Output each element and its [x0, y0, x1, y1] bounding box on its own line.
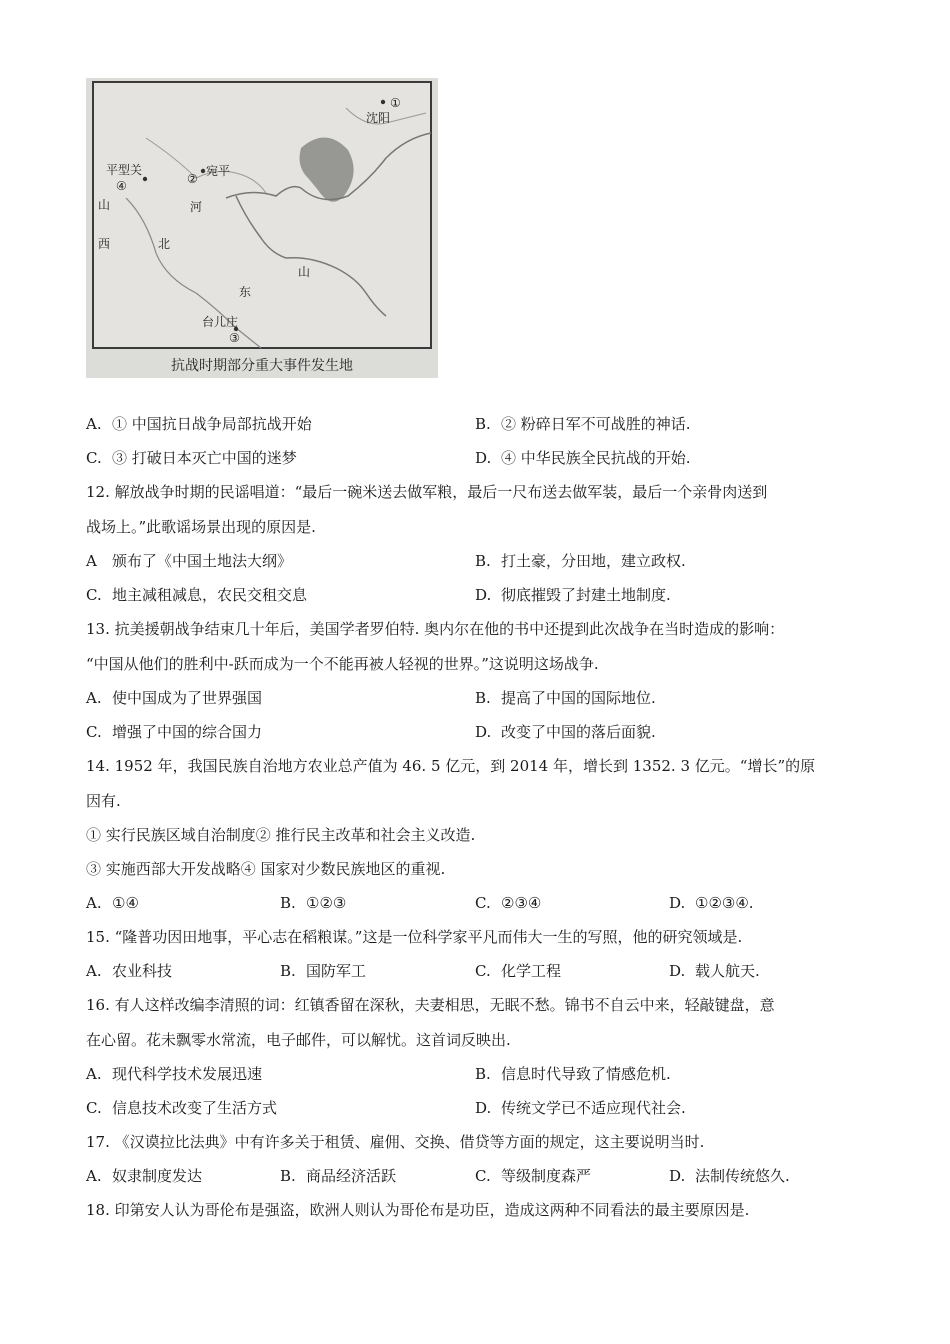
- option-letter: D.: [475, 1099, 492, 1117]
- option-text: 使中国成为了世界强国: [112, 689, 263, 707]
- option-text: 信息技术改变了生活方式: [112, 1099, 278, 1117]
- option-letter: A.: [86, 894, 102, 912]
- option-text: 载人航天.: [695, 962, 760, 980]
- q12-option-c[interactable]: [86, 585, 307, 605]
- option-text: ①④: [112, 894, 139, 912]
- q13-option-a[interactable]: [86, 688, 262, 708]
- q13-stem-line2: “中国从他们的胜利中-跃而成为一个不能再被人轻视的世界。”这说明这场战争.: [86, 655, 599, 673]
- option-letter: C.: [475, 894, 491, 912]
- q12-stem-line2: 战场上。”此歌谣场景出现的原因是.: [86, 518, 316, 536]
- q12-option-d[interactable]: [475, 585, 671, 605]
- option-letter: B.: [280, 1167, 296, 1185]
- q12-option-a[interactable]: [86, 551, 292, 571]
- option-text: 彻底摧毁了封建土地制度.: [501, 586, 671, 604]
- q14-stem-line1: 14. 1952 年，我国民族自治地方农业总产值为 46. 5 亿元，到 2014 年，增长到 1352. 3 亿元。“增长”的原: [86, 757, 816, 775]
- option-text: 颁布了《中国土地法大纲》: [112, 552, 293, 570]
- q13-option-c[interactable]: [86, 722, 262, 742]
- marker-wanping: [201, 169, 205, 173]
- q12-option-b[interactable]: [475, 551, 686, 571]
- option-text: 农业科技: [112, 962, 173, 980]
- option-letter: A: [86, 552, 97, 570]
- option-text: 商品经济活跃: [306, 1167, 397, 1185]
- q11-option-d[interactable]: [475, 448, 691, 468]
- option-letter: B.: [475, 1065, 491, 1083]
- q13-option-d[interactable]: [475, 722, 656, 742]
- option-letter: A.: [86, 415, 102, 433]
- map-label-he: 河: [190, 200, 203, 214]
- q17-option-d[interactable]: [669, 1166, 790, 1186]
- q13-option-b[interactable]: [475, 688, 656, 708]
- q16-option-a[interactable]: [86, 1064, 262, 1084]
- option-letter: C.: [86, 723, 102, 741]
- option-letter: A.: [86, 689, 102, 707]
- option-letter: A.: [86, 1065, 102, 1083]
- option-text: 改变了中国的落后面貌.: [501, 723, 656, 741]
- map-label-shenyang: 沈阳: [366, 111, 391, 125]
- map-label-dong: 东: [239, 285, 252, 299]
- option-text: ② 粉碎日军不可战胜的神话.: [501, 415, 691, 433]
- q14-option-b[interactable]: [280, 893, 346, 913]
- q16-option-c[interactable]: [86, 1098, 277, 1118]
- option-letter: C.: [475, 962, 491, 980]
- q14-stem-line4: ③ 实施西部大开发战略④ 国家对少数民族地区的重视.: [86, 860, 446, 878]
- map-drawing: [86, 78, 438, 378]
- map-label-pingxingguan: 平型关: [106, 163, 143, 177]
- q18-stem-line1: 18. 印第安人认为哥伦布是强盗，欧洲人则认为哥伦布是功臣，造成这两种不同看法的最主要原因是.: [86, 1201, 750, 1219]
- q13-stem-line1: 13. 抗美援朝战争结束几十年后，美国学者罗伯特. 奥内尔在他的书中还提到此次战争在当时造成的影响：: [86, 620, 785, 638]
- map-label-bei: 北: [158, 237, 171, 251]
- option-text: 国防军工: [306, 962, 367, 980]
- q16-stem-line1: 16. 有人这样改编李清照的词：红镇香留在深秋，夫妻相思，无眠不愁。锦书不自云中来，轻敲键盘，意: [86, 996, 775, 1014]
- q17-stem-line1: 17. 《汉谟拉比法典》中有许多关于租赁、雇佣、交换、借贷等方面的规定，这主要说明当时.: [86, 1133, 705, 1151]
- option-text: 法制传统悠久.: [695, 1167, 790, 1185]
- q14-option-d[interactable]: [669, 893, 754, 913]
- option-text: ①②③: [306, 894, 347, 912]
- option-letter: B.: [475, 415, 491, 433]
- option-letter: C.: [86, 586, 102, 604]
- map-label-xi: 西: [98, 237, 111, 251]
- q15-option-a[interactable]: [86, 961, 172, 981]
- option-letter: D.: [475, 449, 492, 467]
- option-text: 化学工程: [501, 962, 562, 980]
- q14-option-c[interactable]: [475, 893, 541, 913]
- option-letter: A.: [86, 1167, 102, 1185]
- q16-option-d[interactable]: [475, 1098, 686, 1118]
- q17-option-c[interactable]: [475, 1166, 591, 1186]
- option-letter: C.: [86, 449, 102, 467]
- q14-option-a[interactable]: [86, 893, 139, 913]
- option-letter: C.: [86, 1099, 102, 1117]
- map-label-shan: 山: [98, 198, 111, 212]
- q15-option-d[interactable]: [669, 961, 760, 981]
- map-label-taierzhuang: 台儿庄: [202, 315, 239, 329]
- option-text: 奴隶制度发达: [112, 1167, 203, 1185]
- option-letter: B.: [280, 894, 296, 912]
- option-text: ③ 打破日本灭亡中国的迷梦: [112, 449, 297, 467]
- q12-stem-line1: 12. 解放战争时期的民谣唱道：“最后一碗米送去做军粮，最后一尺布送去做军装，最后一个亲骨肉送到: [86, 483, 768, 501]
- option-letter: B.: [280, 962, 296, 980]
- option-letter: B.: [475, 689, 491, 707]
- option-text: 信息时代导致了情感危机.: [501, 1065, 671, 1083]
- map-label-m1: ①: [390, 96, 401, 110]
- option-letter: B.: [475, 552, 491, 570]
- q14-stem-line2: 因有.: [86, 792, 121, 810]
- q15-option-c[interactable]: [475, 961, 561, 981]
- option-text: 提高了中国的国际地位.: [501, 689, 656, 707]
- option-letter: A.: [86, 962, 102, 980]
- option-text: 打土豪，分田地，建立政权.: [501, 552, 686, 570]
- q14-stem-line3: ① 实行民族区域自治制度② 推行民主改革和社会主义改造.: [86, 826, 476, 844]
- option-letter: D.: [669, 894, 686, 912]
- option-text: 现代科学技术发展迅速: [112, 1065, 263, 1083]
- option-letter: D.: [475, 586, 492, 604]
- option-text: ②③④: [501, 894, 542, 912]
- option-letter: D.: [475, 723, 492, 741]
- map-label-m3: ③: [229, 331, 240, 345]
- map-label-m2: ②: [187, 172, 198, 186]
- marker-pingxingguan: [143, 177, 147, 181]
- map-figure: [86, 78, 438, 378]
- marker-shenyang: [381, 100, 385, 104]
- q15-stem-line1: 15. “隆普功因田地事，平心志在稻粮谋。”这是一位科学家平凡而伟大一生的写照，他的研究领域是.: [86, 928, 743, 946]
- option-letter: D.: [669, 1167, 686, 1185]
- option-text: 地主减租减息，农民交租交息: [112, 586, 308, 604]
- map-label-shan2: 山: [298, 265, 311, 279]
- option-letter: C.: [475, 1167, 491, 1185]
- q16-option-b[interactable]: [475, 1064, 671, 1084]
- option-letter: D.: [669, 962, 686, 980]
- option-text: 传统文学已不适应现代社会.: [501, 1099, 686, 1117]
- option-text: 等级制度森严: [501, 1167, 592, 1185]
- q15-option-b[interactable]: [280, 961, 366, 981]
- map-label-m4: ④: [116, 179, 127, 193]
- q11-option-a[interactable]: [86, 414, 312, 434]
- q17-option-b[interactable]: [280, 1166, 396, 1186]
- option-text: ④ 中华民族全民抗战的开始.: [501, 449, 691, 467]
- option-text: ① 中国抗日战争局部抗战开始: [112, 415, 312, 433]
- q17-option-a[interactable]: [86, 1166, 202, 1186]
- q16-stem-line2: 在心留。花未飘零水常流，电子邮件，可以解忧。这首词反映出.: [86, 1031, 511, 1049]
- option-text: 增强了中国的综合国力: [112, 723, 263, 741]
- q11-option-c[interactable]: [86, 448, 297, 468]
- map-label-wanping: 宛平: [206, 164, 231, 178]
- option-text: ①②③④.: [695, 894, 754, 912]
- map-caption: 抗战时期部分重大事件发生地: [171, 358, 353, 374]
- q11-option-b[interactable]: [475, 414, 691, 434]
